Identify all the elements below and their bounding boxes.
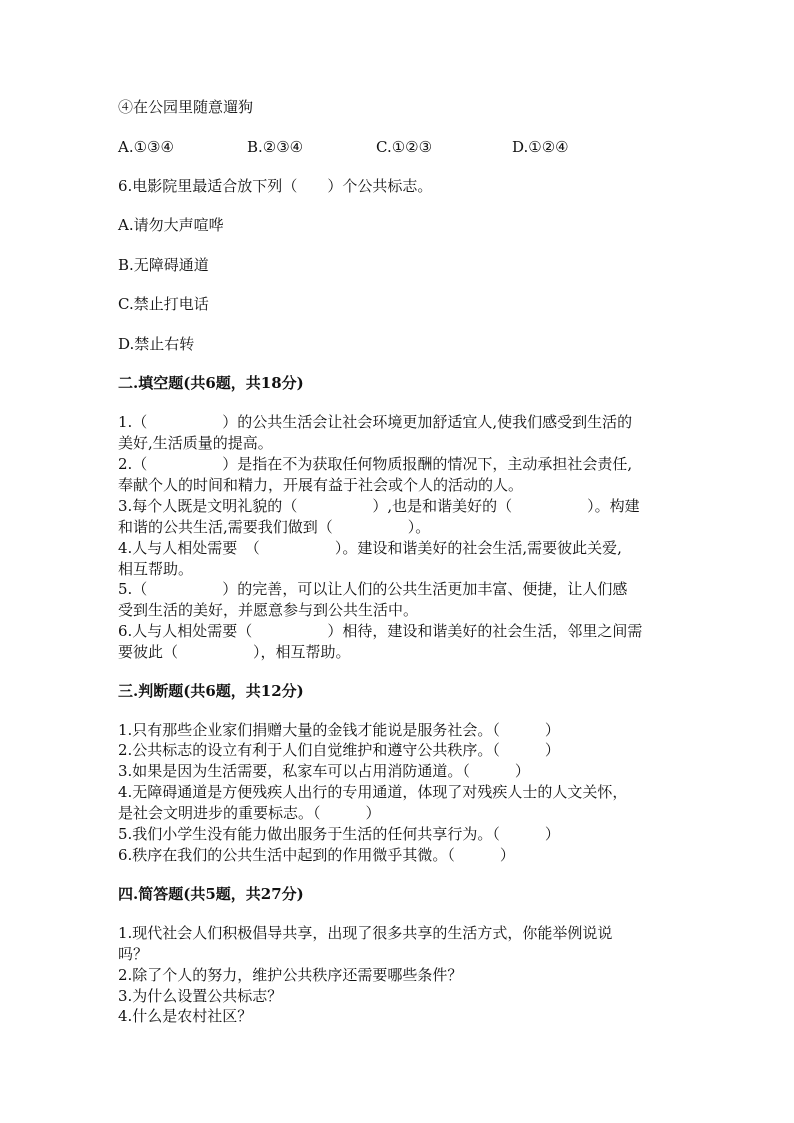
section-4-line: 4.什么是农村社区？ [118, 1007, 253, 1025]
section-2-line: 5.（ ）的完善，可以让人们的公共生活更加丰富、便捷，让人们感 [118, 580, 628, 598]
section-3-line: 是社会文明进步的重要标志。（ ） [118, 804, 381, 822]
section-3-line: 1.只有那些企业家们捐赠大量的金钱才能说是服务社会。（ ） [118, 721, 560, 739]
section-2-line: 美好,生活质量的提高。 [118, 434, 273, 452]
q6-option-a: A.请勿大声喧哗 [118, 216, 224, 234]
q5-option-c: C.①②③ [376, 138, 433, 156]
section-2-heading: 二.填空题(共6题，共18分) [118, 374, 304, 392]
section-4-line: 3.为什么设置公共标志？ [118, 987, 283, 1005]
section-4-line: 2.除了个人的努力，维护公共秩序还需要哪些条件？ [118, 966, 463, 984]
q6-option-c: C.禁止打电话 [118, 295, 209, 313]
section-2-line: 和谐的公共生活,需要我们做到（ ）。 [118, 518, 431, 536]
q5-option-b: B.②③④ [247, 138, 304, 156]
section-3-line: 6.秩序在我们的公共生活中起到的作用微乎其微。（ ） [118, 846, 515, 864]
q6-option-b: B.无障碍通道 [118, 256, 209, 274]
q5-option-a: A.①③④ [118, 138, 174, 156]
section-2-line: 要彼此（ ），相互帮助。 [118, 643, 351, 661]
section-3-line: 4.无障碍通道是方便残疾人出行的专用通道，体现了对残疾人士的人文关怀， [118, 783, 628, 801]
section-2-line: 4.人与人相处需要 （ ）。建设和谐美好的社会生活,需要彼此关爱, [118, 539, 622, 557]
section-2-line: 相互帮助。 [118, 560, 194, 578]
section-3-heading: 三.判断题(共6题，共12分) [118, 682, 304, 700]
q5-option-d: D.①②④ [512, 138, 569, 156]
q5-item-4: ④在公园里随意遛狗 [118, 98, 254, 116]
section-3-line: 5.我们小学生没有能力做出服务于生活的任何共享行为。（ ） [118, 825, 560, 843]
q6-option-d: D.禁止右转 [118, 335, 195, 353]
q6-stem: 6.电影院里最适合放下列（ ）个公共标志。 [118, 177, 433, 195]
section-2-line: 1.（ ）的公共生活会让社会环境更加舒适宜人,使我们感受到生活的 [118, 413, 633, 431]
section-2-line: 3.每个人既是文明礼貌的（ ）,也是和谐美好的（ ）。构建 [118, 497, 640, 515]
section-2-line: 受到生活的美好，并愿意参与到公共生活中。 [118, 601, 419, 619]
section-3-line: 3.如果是因为生活需要，私家车可以占用消防通道。（ ） [118, 762, 530, 780]
section-4-line: 1.现代社会人们积极倡导共享，出现了很多共享的生活方式，你能举例说说 [118, 924, 613, 942]
section-2-line: 6.人与人相处需要（ ）相待，建设和谐美好的社会生活，邻里之间需 [118, 622, 643, 640]
section-2-line: 奉献个人的时间和精力，开展有益于社会或个人的活动的人。 [118, 476, 524, 494]
section-4-heading: 四.简答题(共5题，共27分) [118, 885, 304, 903]
section-4-line: 吗？ [118, 945, 149, 963]
section-2-line: 2.（ ）是指在不为获取任何物质报酬的情况下，主动承担社会责任, [118, 455, 633, 473]
section-3-line: 2.公共标志的设立有利于人们自觉维护和遵守公共秩序。（ ） [118, 741, 560, 759]
